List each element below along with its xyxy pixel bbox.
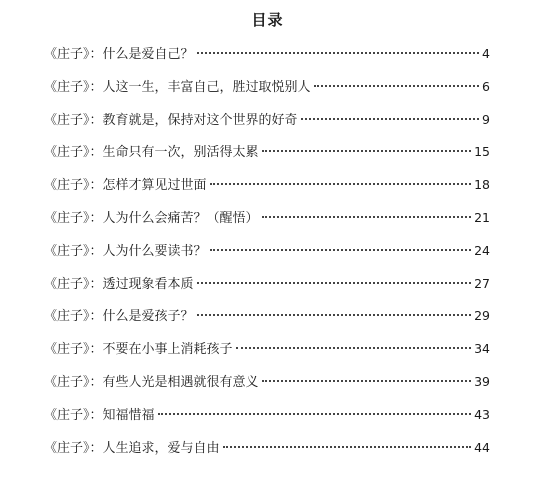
toc-entry-page: 15 (474, 144, 490, 160)
toc-dot-leader (210, 249, 472, 251)
toc-list (44, 38, 490, 464)
toc-entry[interactable] (44, 300, 490, 333)
toc-dot-leader (158, 413, 472, 415)
toc-dot-leader (262, 216, 472, 218)
toc-entry-page: 34 (474, 341, 490, 357)
toc-entry-page: 4 (482, 46, 490, 61)
toc-entry[interactable] (44, 399, 490, 432)
toc-dot-leader (314, 85, 480, 87)
toc-dot-leader (210, 183, 472, 185)
toc-dot-leader (197, 314, 472, 316)
toc-entry-title: 《庄子》：知福惜福 (44, 407, 155, 423)
toc-entry[interactable] (44, 268, 490, 301)
toc-entry-page: 6 (482, 78, 490, 94)
toc-dot-leader (301, 118, 480, 120)
toc-dot-leader (197, 52, 480, 54)
toc-entry-title: 《庄子》：什么是爱孩子？ (44, 309, 194, 325)
toc-entry-title: 《庄子》：人这一生，丰富自己，胜过取悦别人 (44, 79, 311, 95)
toc-entry[interactable] (44, 202, 490, 235)
toc-entry[interactable] (44, 136, 490, 169)
toc-entry-page: 9 (482, 111, 490, 127)
toc-entry-page: 44 (474, 439, 490, 455)
toc-entry-title: 《庄子》：有些人光是相遇就很有意义 (44, 374, 259, 390)
toc-entry-title: 《庄子》：怎样才算见过世面 (44, 178, 207, 194)
toc-entry[interactable] (44, 169, 490, 202)
toc-entry-title: 《庄子》：什么是爱自己？ (44, 47, 194, 62)
toc-entry-title: 《庄子》：人为什么会痛苦？（醒悟） (44, 210, 259, 226)
toc-entry[interactable] (44, 333, 490, 366)
toc-entry-page: 21 (474, 209, 490, 225)
toc-entry-page: 29 (474, 308, 490, 324)
toc-entry-title: 《庄子》：人为什么要读书？ (44, 243, 207, 259)
toc-dot-leader (262, 380, 472, 382)
toc-dot-leader (197, 282, 472, 284)
toc-entry-title: 《庄子》：生命只有一次，别活得太累 (44, 145, 259, 161)
toc-entry[interactable] (44, 104, 490, 137)
toc-entry[interactable] (44, 366, 490, 399)
toc-entry[interactable] (44, 38, 490, 71)
toc-entry[interactable] (44, 71, 490, 104)
toc-dot-leader (223, 446, 472, 448)
toc-entry-title: 《庄子》：教育就是，保持对这个世界的好奇 (44, 112, 298, 128)
toc-entry-page: 43 (474, 406, 490, 422)
toc-entry[interactable] (44, 235, 490, 268)
toc-entry[interactable] (44, 432, 490, 465)
toc-entry-page: 24 (474, 242, 490, 258)
toc-dot-leader (262, 150, 472, 152)
toc-entry-page: 27 (474, 275, 490, 291)
toc-entry-title: 《庄子》：不要在小事上消耗孩子 (44, 342, 233, 358)
toc-entry-page: 18 (474, 177, 490, 193)
toc-entry-page: 39 (474, 373, 490, 389)
toc-dot-leader (236, 347, 472, 349)
toc-entry-title: 《庄子》：透过现象看本质 (44, 276, 194, 292)
toc-entry-title: 《庄子》：人生追求，爱与自由 (44, 440, 220, 456)
toc-title: 目录 (251, 11, 284, 29)
